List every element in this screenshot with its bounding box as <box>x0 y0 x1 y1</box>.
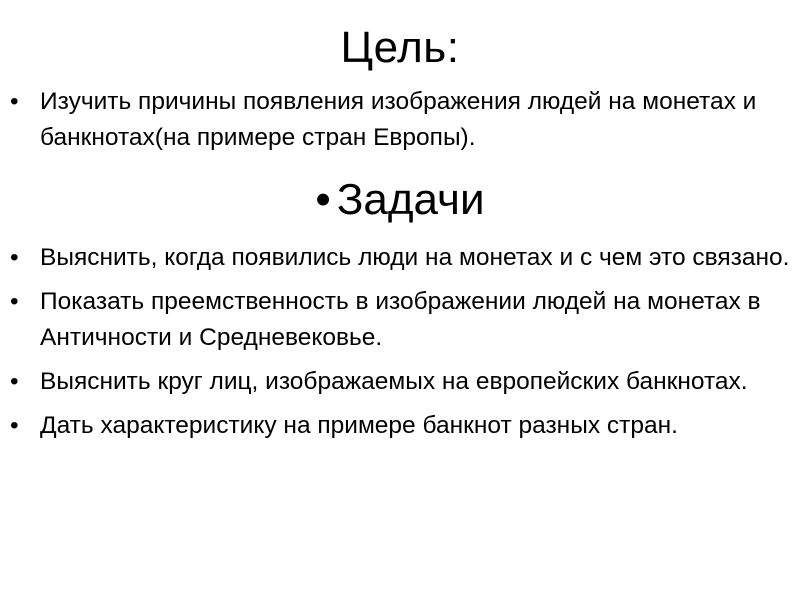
task-item <box>0 284 800 356</box>
task-text: Показать преемственность в изображении людей на монетах в Античности и Средневековье. <box>40 288 761 351</box>
task-item <box>0 364 800 400</box>
bullet-icon: • <box>10 88 19 115</box>
bullet-icon: • <box>315 175 331 224</box>
task-item <box>0 408 800 444</box>
bullet-icon: • <box>10 288 19 315</box>
goal-text: Изучить причины появления изображения людей на монетах и банкнотах(на примере стран Европы). <box>40 88 757 151</box>
goal-item <box>0 84 800 156</box>
slide-title: Цель: <box>340 23 460 72</box>
bullet-icon: • <box>10 244 19 271</box>
tasks-heading <box>0 172 800 228</box>
tasks-heading-text: Задачи <box>336 175 485 224</box>
tasks-list <box>0 240 800 452</box>
task-text: Дать характеристику на примере банкнот разных стран. <box>40 412 678 439</box>
bullet-icon: • <box>10 368 19 395</box>
task-text: Выяснить, когда появились люди на монетах и с чем это связано. <box>40 244 790 271</box>
bullet-icon: • <box>10 412 19 439</box>
task-text: Выяснить круг лиц, изображаемых на европейских банкнотах. <box>40 368 748 395</box>
goal-list <box>0 84 800 156</box>
task-item <box>0 240 800 276</box>
